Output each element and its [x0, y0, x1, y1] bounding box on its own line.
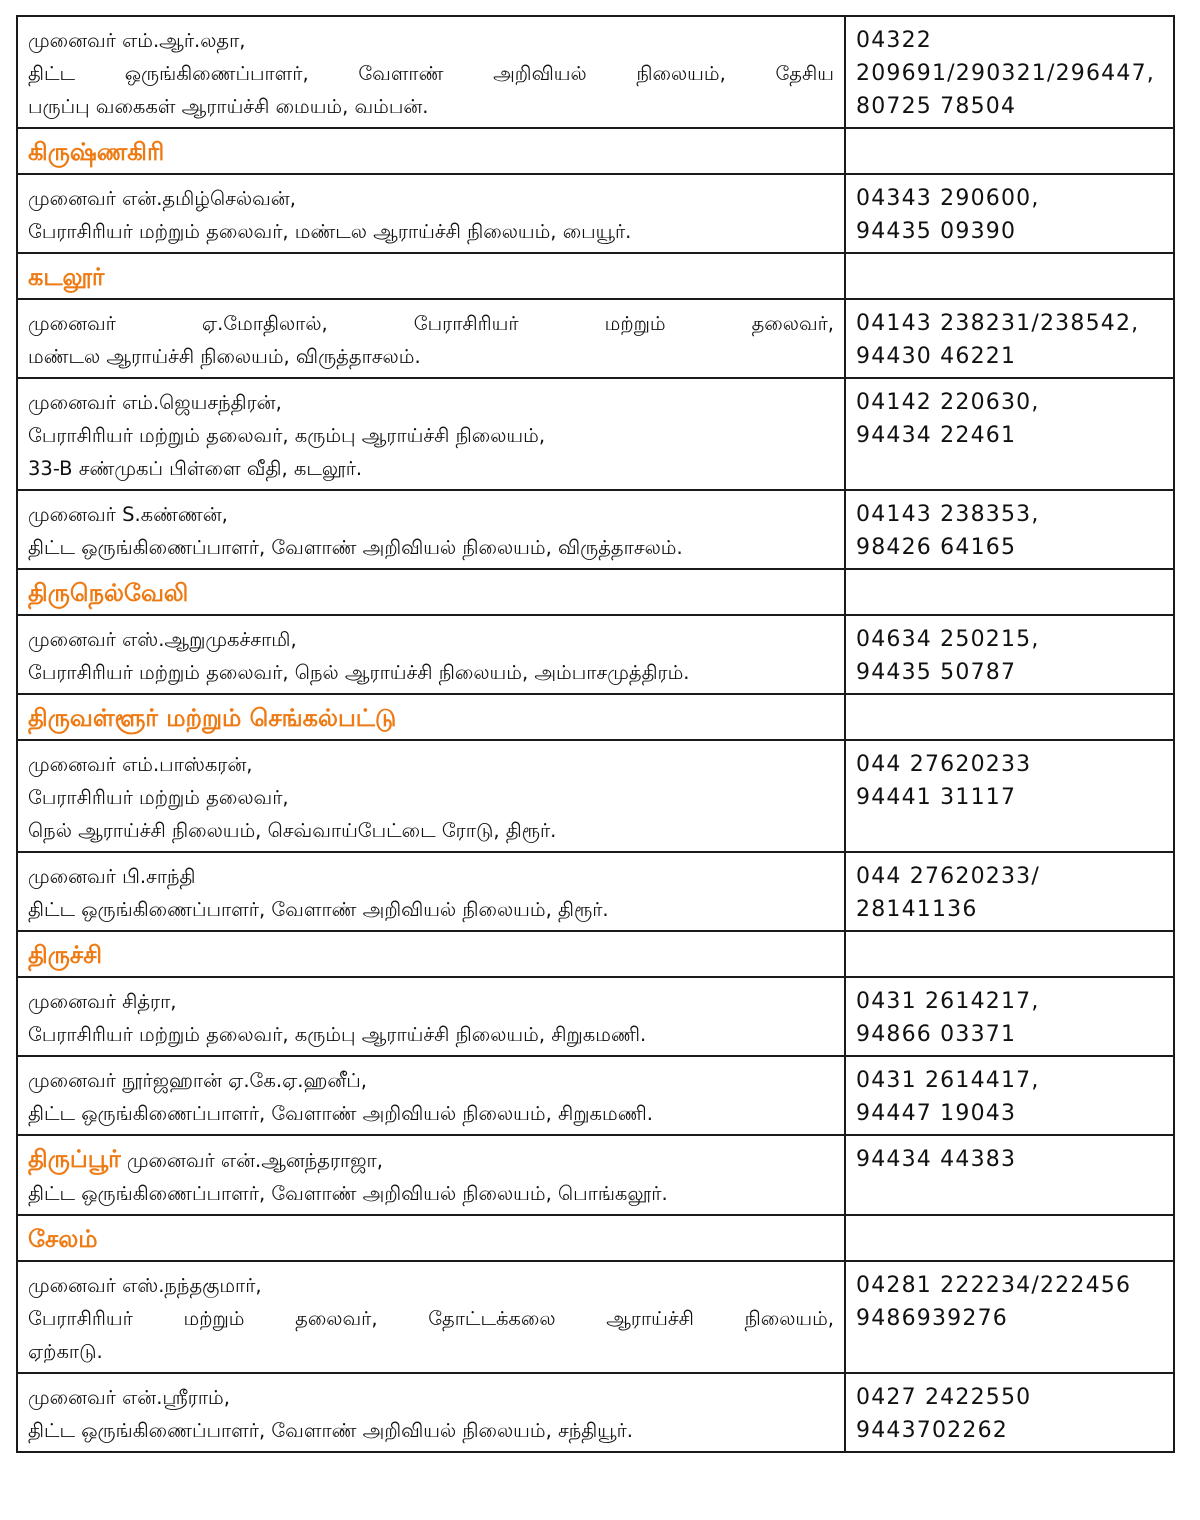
- contact-name: முனைவர் பி.சாந்தி: [28, 865, 196, 888]
- phone-number: 044 27620233/: [856, 864, 1040, 889]
- phone-number: 94441 31117: [856, 785, 1017, 810]
- phone-number: 04143 238231/238542,: [856, 311, 1140, 336]
- district-heading: திருச்சி: [17, 931, 845, 977]
- phone-cell: [845, 615, 1174, 694]
- empty-cell: [845, 569, 1174, 615]
- contact-address: நெல் ஆராய்ச்சி நிலையம், செவ்வாய்பேட்டை ரோடு, திரூர்.: [28, 819, 557, 842]
- phone-cell: [845, 299, 1174, 378]
- phone-number: 94435 09390: [856, 219, 1017, 244]
- empty-cell: [845, 931, 1174, 977]
- contact-row: [17, 740, 1174, 852]
- contact-row: [17, 490, 1174, 569]
- contact-details-cell: [17, 16, 845, 128]
- empty-cell: [845, 694, 1174, 740]
- contact-designation: பேராசிரியர் மற்றும் தலைவர், கரும்பு ஆராய்ச்சி நிலையம், சிறுகமணி.: [28, 1023, 647, 1046]
- contact-name: முனைவர் என்.ஆனந்தராஜா,: [126, 1149, 383, 1172]
- contact-name: முனைவர் எஸ்.நந்தகுமார்,: [28, 1274, 262, 1297]
- contact-details-cell: [17, 977, 845, 1056]
- district-row: [17, 128, 1174, 174]
- phone-number: 04281 222234/222456: [856, 1273, 1132, 1298]
- contact-address: 33-B சண்முகப் பிள்ளை வீதி, கடலூர்.: [28, 457, 363, 480]
- phone-number: 04143 238353,: [856, 502, 1040, 527]
- contact-row: [17, 16, 1174, 128]
- contact-name: முனைவர் என்.ஸ்ரீராம்,: [28, 1386, 230, 1409]
- contact-name: முனைவர் சித்ரா,: [28, 990, 177, 1013]
- phone-cell: [845, 852, 1174, 931]
- contact-designation: திட்ட ஒருங்கிணைப்பாளர், வேளாண் அறிவியல் நிலையம், விருத்தாசலம்.: [28, 536, 683, 559]
- contact-row: [17, 174, 1174, 253]
- district-heading-inline: திருப்பூர்: [28, 1145, 121, 1173]
- district-heading: சேலம்: [17, 1215, 845, 1261]
- contact-row: [17, 1261, 1174, 1373]
- contact-details-cell: [17, 740, 845, 852]
- contact-details-cell: [17, 378, 845, 490]
- contact-details-cell: [17, 174, 845, 253]
- district-row: [17, 569, 1174, 615]
- contact-designation: திட்ட ஒருங்கிணைப்பாளர், வேளாண் அறிவியல் நிலையம், சந்தியூர்.: [28, 1419, 633, 1442]
- empty-cell: [845, 1215, 1174, 1261]
- contact-designation: பேராசிரியர் மற்றும் தலைவர், மண்டல ஆராய்ச்சி நிலையம், பையூர்.: [28, 220, 632, 243]
- phone-number: 94447 19043: [856, 1101, 1017, 1126]
- contact-row: [17, 378, 1174, 490]
- phone-number: 209691/290321/296447,: [856, 61, 1155, 86]
- contact-details-cell: [17, 299, 845, 378]
- contact-designation: பருப்பு வகைகள் ஆராய்ச்சி மையம், வம்பன்.: [28, 95, 429, 118]
- district-heading: கடலூர்: [17, 253, 845, 299]
- contact-designation: பேராசிரியர் மற்றும் தலைவர், நெல் ஆராய்ச்சி நிலையம், அம்பாசமுத்திரம்.: [28, 661, 690, 684]
- contact-details-cell: [17, 1056, 845, 1135]
- phone-cell: [845, 16, 1174, 128]
- contact-details-cell: [17, 490, 845, 569]
- phone-cell: [845, 977, 1174, 1056]
- contact-name: முனைவர் எம்.ஜெயசந்திரன்,: [28, 391, 282, 414]
- contact-designation: பேராசிரியர் மற்றும் தலைவர், கரும்பு ஆராய்ச்சி நிலையம்,: [28, 424, 546, 447]
- contact-designation: திட்ட ஒருங்கிணைப்பாளர், வேளாண் அறிவியல் நிலையம், சிறுகமணி.: [28, 1102, 653, 1125]
- empty-cell: [845, 253, 1174, 299]
- phone-number: 94434 22461: [856, 423, 1017, 448]
- district-heading: திருவள்ளூர் மற்றும் செங்கல்பட்டு: [17, 694, 845, 740]
- contact-details-cell: [17, 1261, 845, 1373]
- phone-cell: [845, 490, 1174, 569]
- phone-number: 94435 50787: [856, 660, 1017, 685]
- phone-cell: [845, 1135, 1174, 1215]
- phone-cell: [845, 740, 1174, 852]
- contact-name: முனைவர் எம்.ஆர்.லதா,: [28, 29, 246, 52]
- phone-number: 0431 2614417,: [856, 1068, 1040, 1093]
- contact-name: முனைவர் எம்.பாஸ்கரன்,: [28, 753, 253, 776]
- contact-row: [17, 977, 1174, 1056]
- phone-number: 94866 03371: [856, 1022, 1017, 1047]
- phone-number: 0431 2614217,: [856, 989, 1040, 1014]
- phone-number: 98426 64165: [856, 535, 1017, 560]
- district-heading: திருநெல்வேலி: [17, 569, 845, 615]
- phone-cell: [845, 378, 1174, 490]
- contact-details-cell: [17, 1373, 845, 1452]
- phone-number: 94430 46221: [856, 344, 1017, 369]
- phone-number: 28141136: [856, 897, 978, 922]
- phone-number: 9486939276: [856, 1306, 1008, 1331]
- phone-number: 94434 44383: [856, 1147, 1017, 1172]
- phone-number: 80725 78504: [856, 94, 1017, 119]
- contact-designation: பேராசிரியர் மற்றும் தலைவர், தோட்டக்கலை ஆராய்ச்சி நிலையம்,: [28, 1307, 834, 1330]
- contact-details-cell: [17, 615, 845, 694]
- contact-address: ஏற்காடு.: [28, 1340, 103, 1363]
- phone-number: 04142 220630,: [856, 390, 1040, 415]
- contact-designation: திட்ட ஒருங்கிணைப்பாளர், வேளாண் அறிவியல் நிலையம், திரூர்.: [28, 898, 609, 921]
- district-row: [17, 931, 1174, 977]
- contact-name: முனைவர் ஏ.மோதிலால், பேராசிரியர் மற்றும் தலைவர்,: [28, 312, 834, 335]
- phone-cell: [845, 174, 1174, 253]
- phone-cell: [845, 1056, 1174, 1135]
- phone-cell: [845, 1261, 1174, 1373]
- contact-row: [17, 1135, 1174, 1215]
- phone-number: 04634 250215,: [856, 627, 1040, 652]
- contact-row: [17, 1056, 1174, 1135]
- contact-row: [17, 852, 1174, 931]
- contact-designation: திட்ட ஒருங்கிணைப்பாளர், வேளாண் அறிவியல் நிலையம், தேசிய: [28, 62, 834, 85]
- contact-designation: திட்ட ஒருங்கிணைப்பாளர், வேளாண் அறிவியல் நிலையம், பொங்கலூர்.: [28, 1182, 668, 1205]
- contact-row: [17, 615, 1174, 694]
- phone-cell: [845, 1373, 1174, 1452]
- district-heading: கிருஷ்ணகிரி: [17, 128, 845, 174]
- phone-number: 0427 2422550: [856, 1385, 1032, 1410]
- district-row: [17, 694, 1174, 740]
- phone-number: 04343 290600,: [856, 186, 1040, 211]
- phone-number: 044 27620233: [856, 752, 1032, 777]
- contact-row: [17, 1373, 1174, 1452]
- contact-name: முனைவர் S.கண்ணன்,: [28, 503, 228, 526]
- contact-name: முனைவர் என்.தமிழ்செல்வன்,: [28, 187, 296, 210]
- contact-details-cell: [17, 852, 845, 931]
- empty-cell: [845, 128, 1174, 174]
- contact-directory-table: [16, 15, 1175, 1453]
- contact-designation: பேராசிரியர் மற்றும் தலைவர்,: [28, 786, 289, 809]
- phone-number: 04322: [856, 28, 932, 53]
- contact-row: [17, 299, 1174, 378]
- contact-details-cell: [17, 1135, 845, 1215]
- phone-number: 9443702262: [856, 1418, 1008, 1443]
- district-row: [17, 1215, 1174, 1261]
- district-row: [17, 253, 1174, 299]
- contact-name: முனைவர் நூர்ஜஹான் ஏ.கே.ஏ.ஹனீப்,: [28, 1069, 367, 1092]
- contact-designation: மண்டல ஆராய்ச்சி நிலையம், விருத்தாசலம்.: [28, 345, 421, 368]
- contact-name: முனைவர் எஸ்.ஆறுமுகச்சாமி,: [28, 628, 297, 651]
